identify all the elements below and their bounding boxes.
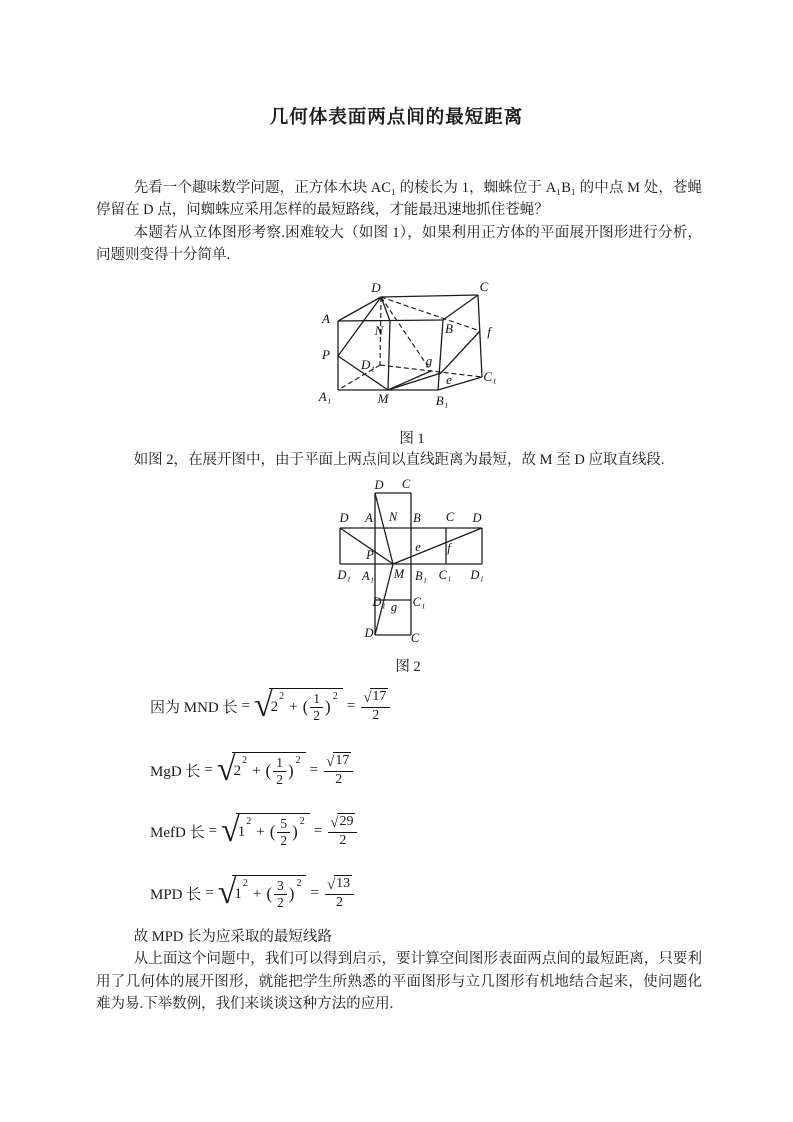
net-grid-lines xyxy=(340,493,482,635)
label-A: A xyxy=(322,311,330,326)
intro-paragraph-1: 先看一个趣味数学问题，正方体木块 AC₁ 的棱长为 1，蜘蛛位于 A₁B₁ 的中点 M 处，苍蝇停留在 D 点，问蜘蛛应采用怎样的最短路线，才能最迅速地抓住苍蝇？ xyxy=(96,180,702,219)
label-f: f xyxy=(487,324,491,339)
equals-sign: = xyxy=(309,761,319,778)
formula-mpd xyxy=(150,870,355,916)
label-M: M xyxy=(377,391,389,406)
label-C: C xyxy=(445,510,455,524)
result-fraction: √ 17 2 xyxy=(361,688,390,723)
label-f: f xyxy=(447,541,451,555)
label-D: D xyxy=(472,511,482,525)
intro-paragraph-2: 本题若从立体图形考察.困难较大（如图 1），如果利用正方体的平面展开图形进行分析，问题则变得十分简单. xyxy=(96,224,702,264)
fraction: $\frac{1}{2}$ xyxy=(310,691,323,723)
fraction: $\frac{5}{2}$ xyxy=(277,816,290,848)
label-C1: C₁ xyxy=(412,595,426,609)
label-D1: D₁ xyxy=(361,357,375,372)
vertex-labels xyxy=(336,478,483,645)
equals-sign: = xyxy=(310,884,319,901)
label-N: N xyxy=(388,510,398,524)
vertex-labels xyxy=(318,279,497,408)
formula-prefix: MefD 长 xyxy=(150,824,205,841)
label-B: B xyxy=(445,321,453,336)
radical-expression xyxy=(217,752,306,788)
radical-expression xyxy=(254,688,343,724)
label-D1: D₁ xyxy=(372,595,386,609)
radical-sign: √ xyxy=(253,687,273,725)
cube-solid-edges xyxy=(338,295,482,390)
formula-mefd xyxy=(150,808,358,854)
label-D1: D₁ xyxy=(470,568,484,582)
label-D1: D₁ xyxy=(337,568,351,582)
label-C1: C₁ xyxy=(438,568,452,582)
label-A1: A₁ xyxy=(362,569,374,583)
radical-sign: √ xyxy=(221,812,240,850)
label-bottom-C: C xyxy=(410,631,420,645)
label-B: B xyxy=(413,511,421,525)
label-top-C: C xyxy=(401,478,411,491)
formula-prefix: MPD 长 xyxy=(150,886,202,903)
label-g: g xyxy=(425,353,433,368)
label-A1: A₁ xyxy=(318,389,332,404)
result-fraction: √ 29 2 xyxy=(328,813,357,848)
equals-sign: = xyxy=(204,761,213,778)
label-C: C xyxy=(479,279,489,294)
cube-hidden-edges xyxy=(338,297,482,390)
label-P: P xyxy=(366,548,374,562)
radical-expression xyxy=(221,813,310,849)
radical-sign: √ xyxy=(216,751,236,789)
label-g: g xyxy=(390,600,398,614)
figure-2-net-diagram xyxy=(330,478,496,650)
figure-1-cube-diagram xyxy=(288,276,522,414)
label-top-D: D xyxy=(374,478,384,492)
radicand: 1 $^2$ + ( $\frac{3}{2}$ ) $^2$ xyxy=(232,875,306,911)
label-P: P xyxy=(322,347,330,362)
label-B1: B₁ xyxy=(415,569,427,583)
label-D: D xyxy=(339,511,349,525)
figure-2-caption: 图 2 xyxy=(395,659,421,675)
fraction: $\frac{3}{2}$ xyxy=(274,878,287,910)
label-A: A xyxy=(365,511,373,525)
fraction: $\frac{1}{2}$ xyxy=(273,755,286,787)
result-fraction: √ 17 2 xyxy=(324,752,353,787)
radicand: 1 $^2$ + ( $\frac{5}{2}$ ) $^2$ xyxy=(236,813,310,849)
formula-prefix: MgD 长 xyxy=(150,763,201,780)
conclusion-paragraphs xyxy=(96,926,702,1016)
equals-sign: = xyxy=(313,822,323,839)
label-D: D xyxy=(371,280,381,295)
figure-1-caption: 图 1 xyxy=(399,431,425,447)
radicand: 2 $^2$ + ( $\frac{1}{2}$ ) $^2$ xyxy=(269,688,343,724)
result-fraction: √ 13 2 xyxy=(325,875,354,910)
equals-sign: = xyxy=(205,884,214,901)
label-e: e xyxy=(415,540,421,554)
conclusion-paragraph: 从上面这个问题中，我们可以得到启示，要计算空间图形表面两点间的最短距离，只要利用了几何体的展开图形，就能把学生所熟悉的平面图形与立几图形有机地结合起来，使问题化难为易.下举数例，我们来谈谈这种方法的应用. xyxy=(96,951,702,1013)
radicand: 2 $^2$ + ( $\frac{1}{2}$ ) $^2$ xyxy=(232,752,306,788)
radical-sign: √ xyxy=(217,874,237,912)
label-e: e xyxy=(446,372,452,387)
label-N: N xyxy=(374,323,384,338)
equals-sign: = xyxy=(241,697,250,714)
label-M: M xyxy=(393,567,405,581)
formula-prefix: 因为 MND 长 xyxy=(150,699,238,716)
formula-mnd xyxy=(150,683,391,729)
label-C1: C₁ xyxy=(483,369,497,384)
figure-2-intro-paragraph: 如图 2，在展开图中，由于平面上两点间以直线距离为最短，故 M 至 D 应取直线段. xyxy=(133,452,665,468)
page-title: 几何体表面两点间的最短距离 xyxy=(269,108,524,128)
label-bottom-D: D xyxy=(364,626,374,640)
intro-paragraphs xyxy=(96,177,702,267)
conclusion-line: 故 MPD 长为应采取的最短线路 xyxy=(133,929,332,945)
formula-mgd xyxy=(150,747,354,793)
label-B1: B₁ xyxy=(435,393,449,408)
equals-sign: = xyxy=(208,822,218,839)
equals-sign: = xyxy=(346,697,356,714)
radical-expression xyxy=(218,875,307,911)
shortest-path-lines xyxy=(338,297,480,390)
